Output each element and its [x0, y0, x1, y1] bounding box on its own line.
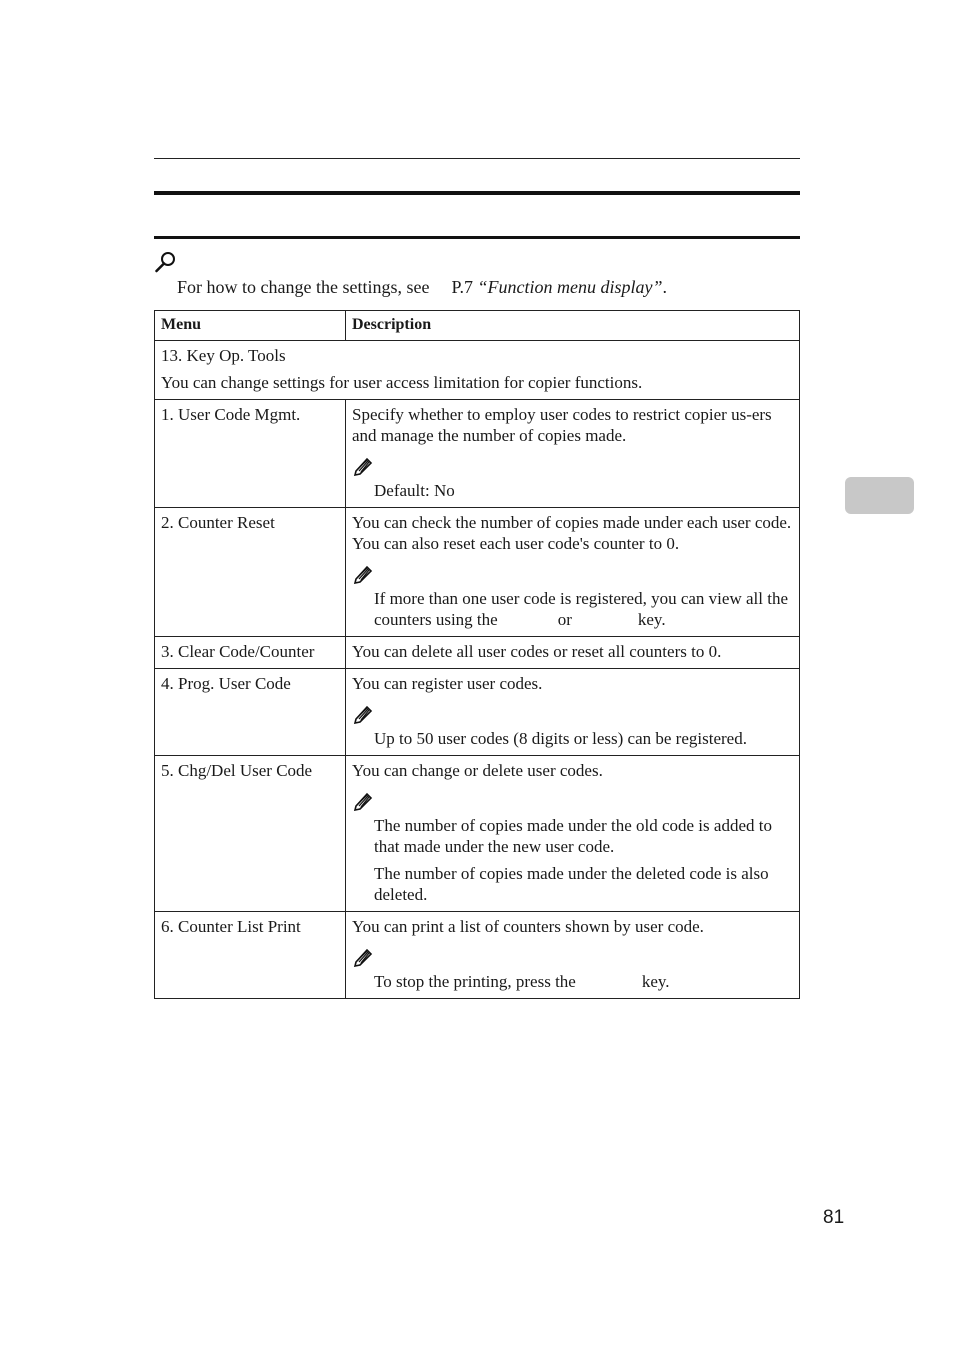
table-row: [155, 508, 800, 637]
note-text: To stop the printing, press the key.: [374, 972, 670, 991]
description-cell: [346, 669, 800, 756]
menu-column-header: Menu: [155, 311, 346, 341]
description-cell: [346, 756, 800, 912]
description-cell: [346, 400, 800, 508]
group-title: 13. Key Op. Tools: [161, 346, 286, 365]
description-cell: You can delete all user codes or reset all counters to 0.: [346, 637, 800, 669]
page-number: 81: [823, 1207, 845, 1228]
reference-text: For how to change the settings, see P.7 “Function menu display”.: [177, 277, 667, 297]
pencil-note-icon: [352, 947, 374, 967]
menu-cell: 4. Prog. User Code: [155, 669, 346, 756]
chapter-tab: [845, 477, 914, 514]
group-description: You can change settings for user access limitation for copier functions.: [161, 373, 643, 392]
pencil-note-icon: [352, 704, 374, 724]
description-column-header: Description: [346, 311, 800, 341]
description-cell: [346, 508, 800, 637]
header-rule-thick: [154, 191, 800, 195]
note-text: Default: No: [374, 481, 455, 500]
description-text: You can register user codes.: [352, 674, 543, 693]
note-text: The number of copies made under the deleted code is also deleted.: [374, 864, 769, 904]
table-row: [155, 400, 800, 508]
magnifier-icon: [154, 250, 178, 274]
menu-cell: 3. Clear Code/Counter: [155, 637, 346, 669]
pencil-note-icon: [352, 456, 374, 476]
note-text: If more than one user code is registered, you can view all the counters using the or key.: [374, 589, 788, 629]
header-rule-thin: [154, 158, 800, 159]
table-row: [155, 637, 800, 669]
description-cell: [346, 912, 800, 999]
description-text: You can change or delete user codes.: [352, 761, 603, 780]
table-row: [155, 756, 800, 912]
note-text: Up to 50 user codes (8 digits or less) can be registered.: [374, 729, 747, 748]
table-header-row: [155, 311, 800, 341]
description-text: You can print a list of counters shown by user code.: [352, 917, 704, 936]
menu-cell: 5. Chg/Del User Code: [155, 756, 346, 912]
menu-cell: 2. Counter Reset: [155, 508, 346, 637]
description-text: Specify whether to employ user codes to restrict copier us-ers and manage the number of copies made.: [352, 405, 772, 445]
menu-cell: 1. User Code Mgmt.: [155, 400, 346, 508]
note-text: The number of copies made under the old code is added to that made under the new user code.: [374, 816, 772, 856]
table-row: [155, 912, 800, 999]
menu-cell: 6. Counter List Print: [155, 912, 346, 999]
settings-table: [154, 310, 800, 999]
pencil-note-icon: [352, 564, 374, 584]
description-text: You can check the number of copies made under each user code. You can also reset each user code's counter to 0.: [352, 513, 792, 553]
section-rule: [154, 236, 800, 239]
table-row: [155, 669, 800, 756]
page-reference-link[interactable]: P.7 “Function menu display”: [451, 277, 663, 297]
pencil-note-icon: [352, 791, 374, 811]
group-row: [155, 341, 800, 400]
